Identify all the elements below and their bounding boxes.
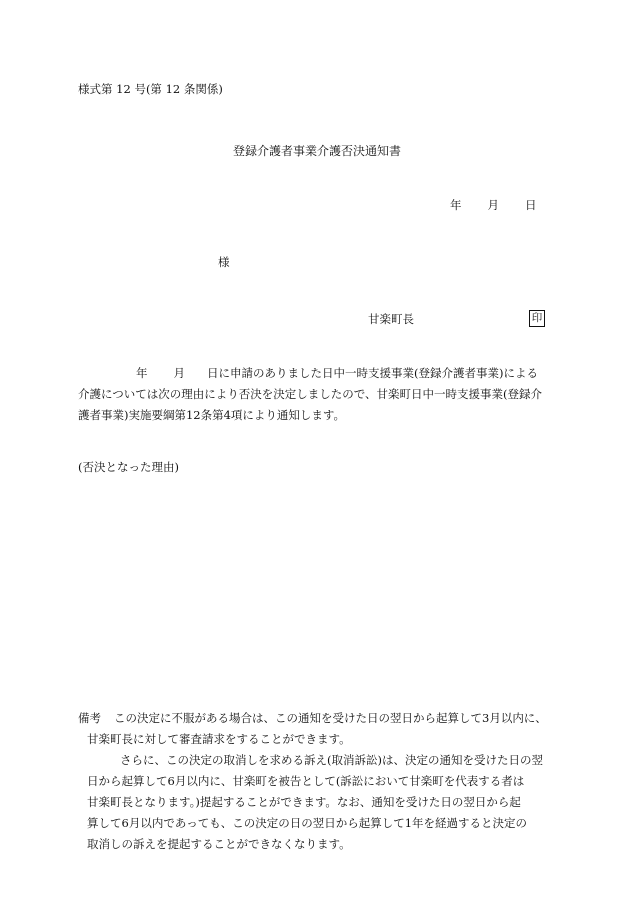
remarks-line-5: 甘楽町長となります。)提起することができます。なお、通知を受けた日の翌日から起: [87, 795, 521, 809]
remarks-line-2: 甘楽町長に対して審査請求をすることができます。: [87, 732, 351, 746]
document-title: 登録介護者事業介護否決通知書: [233, 144, 402, 158]
remarks-label: 備考: [78, 711, 101, 725]
addressee-suffix: 様: [218, 255, 230, 269]
date-line: [450, 200, 537, 212]
body-line-3: 護者事業)実施要綱第12条第4項により通知します。: [78, 408, 346, 422]
remarks-line-4: 日から起算して6月以内に、甘楽町を被告として(訴訟において甘楽町を代表する者は: [87, 774, 525, 788]
reason-heading: (否決となった理由): [78, 460, 179, 474]
body-year-label: 年: [136, 366, 148, 380]
date-month-label: 月: [487, 198, 499, 212]
issuer-name: 甘楽町長: [368, 312, 414, 326]
body-paragraph: [78, 363, 558, 426]
remarks-line-7: 取消しの訴えを提起することができなくなります。: [87, 837, 351, 851]
body-month-label: 月: [173, 366, 185, 380]
body-line-1: [78, 363, 558, 384]
body-line-1-text: 日に申請のありました日中一時支援事業(登録介護者事業)による: [207, 366, 538, 380]
body-line-2: 介護については次の理由により否決を決定しましたので、甘楽町日中一時支援事業(登録介: [78, 387, 543, 401]
remarks-line-6: 算して6月以内であっても、この決定の日の翌日から起算して1年を経過すると決定の: [87, 816, 528, 830]
date-year-label: 年: [450, 198, 462, 212]
remarks-line-1-text: この決定に不服がある場合は、この通知を受けた日の翌日から起算して3月以内に、: [114, 711, 547, 725]
remarks-line-3: さらに、この決定の取消しを求める訴え(取消訴訟)は、決定の通知を受けた日の翌: [120, 753, 543, 767]
remarks-section: [78, 708, 568, 855]
seal-mark: 印: [529, 310, 545, 327]
form-number: 様式第 12 号(第 12 条関係): [78, 82, 223, 96]
date-day-label: 日: [525, 198, 537, 212]
remarks-line-1: [78, 708, 568, 729]
